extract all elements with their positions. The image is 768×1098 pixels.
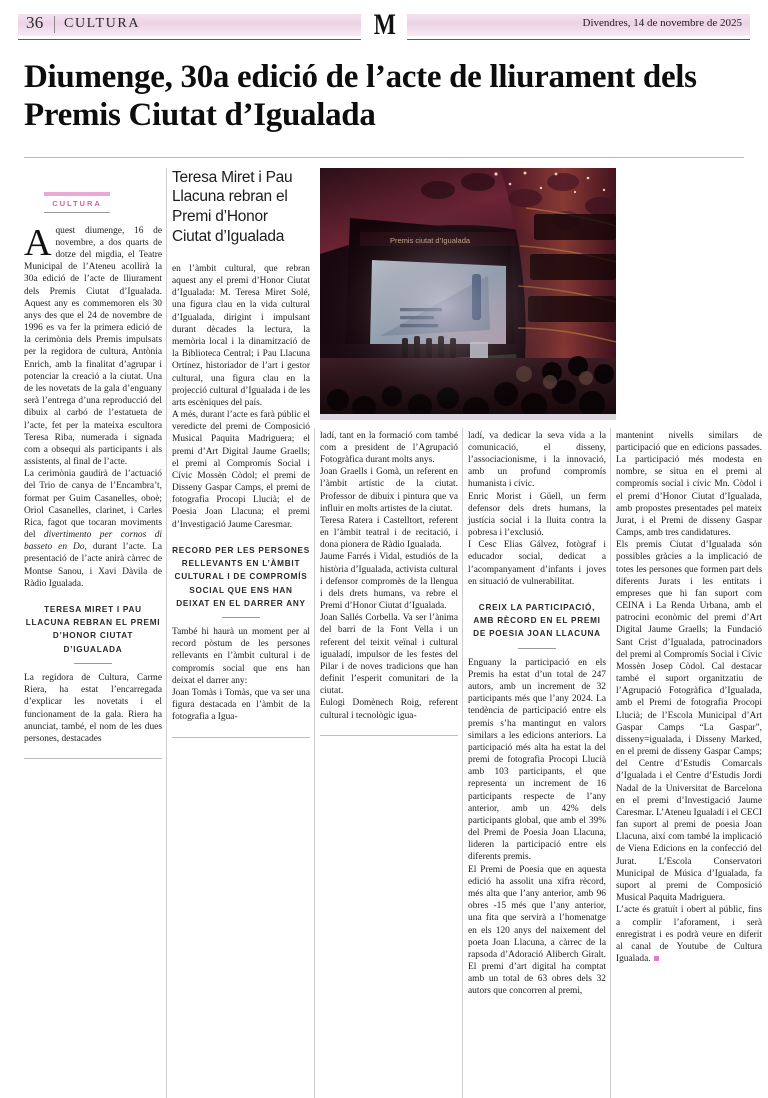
end-of-article-mark (654, 956, 659, 961)
paragraph: Teresa Ratera i Castelltort, referent en l’àmbit teatral i de recitació, i dona pionera de Ràdio Igualada. (320, 515, 458, 551)
subheading-rule (74, 663, 112, 664)
paragraph: mantenint nivells similars de participació que en edicions passades. La participació més modesta en nombre, se situa en el premi al compromís social i cívic Mn. Còdol i el premi d’Honor Ciutat d’Igualada, amb propostes presentades pel mateix Jurat, i el Premi de disseny Gaspar Camps, amb tres candidatures. (616, 430, 762, 539)
article-body (18, 168, 762, 1098)
italic-title: divertimento per cornos di basseto en Do (24, 530, 162, 553)
paragraph: ladí, tant en la formació com també com a president de l’Agrupació Fotogràfica durant molts anys. (320, 430, 458, 465)
masthead (18, 8, 750, 44)
text-column-4 (468, 430, 606, 998)
paragraph: A més, durant l’acte es farà públic el veredicte del premi de Composició Musical Paquita Madriguera; el premi d’Art Digital Jaume Graells; el premi al Compromís Social i Cívic Mossèn Còdol; el premi de Disseny Gaspar Camps, el premi de fotografia Procopi Llucià; el de Poesia Joan Llacuna; el premi d’Investigació Jaume Caresmar. (172, 410, 310, 530)
issue-date: Divendres, 14 de novembre de 2025 (582, 17, 742, 29)
subheading: RECORD PER LES PERSONES RELLEVANTS EN L’ÀMBIT CULTURAL I DE COMPROMÍS SOCIAL QUE ENS HAN DEIXAT EN EL DARRER ANY (172, 545, 310, 608)
column-divider (462, 428, 463, 1098)
kicker-bar (44, 192, 110, 196)
newspaper-page (0, 8, 768, 1088)
column-divider (314, 428, 315, 1098)
drop-cap: A (24, 221, 52, 264)
paragraph-text: L’acte és gratuït i obert al públic, fins a complir l’aforament, i serà enregistrat i es podrà veure en diferit al canal de Youtube de Cultura Igualada. (616, 905, 762, 965)
paragraph: I Cesc Elias Gálvez, fotògraf i educador social, dedicat a l’acompanyament d’infants i joves en situació de vulnerabilitat. (468, 540, 606, 587)
page-title: Diumenge, 30a edició de l’acte de lliurament dels Premis Ciutat d’Igualada (24, 59, 697, 134)
paragraph (24, 468, 162, 590)
paragraph: Joan Sallés Corbella. Va ser l’ànima del barri de la Font Vella i un referent del teixit veïnal i cultural igualadí, impulsor de les festes del Pilar i de noves tradicions que han definit l’esperit comunitari de la ciutat. (320, 613, 458, 697)
section-name: CULTURA (64, 16, 141, 31)
paragraph: Jaume Farrés i Vidal, estudiós de la història d’Igualada, activista cultural i defensor compromès de la llengua i dels drets humans, va rebre el Premi d’Honor Ciutat d’Igualada. (320, 552, 458, 612)
column-end-rule (320, 735, 458, 736)
column-end-rule (24, 758, 162, 759)
paragraph: en l’àmbit cultural, que rebran aquest any el premi d’Honor Ciutat d’Igualada: M. Teresa Miret Solé, una figura clau en la vida cultural d’Igualada, dirigint i impulsant durant dècades la lectura, la memòria local i la dinamització de la Biblioteca Central; i Pau Llacuna Ortínez, historiador de l’art i gestor cultural, una figura clau en la projecció cultural d’Igualada i de les arts escèniques del país. (172, 263, 310, 408)
kicker-rule (44, 212, 110, 213)
paragraph: Eulogi Domènech Roig, referent cultural i tecnològic igua- (320, 698, 458, 721)
text-column-5 (616, 430, 762, 966)
section-kicker (44, 192, 110, 213)
paragraph: La regidora de Cultura, Carme Riera, ha estat l’encarregada d’explicar les novetats i el funcionament de la gala. Riera ha anunciat, també, el nom de les dues persones, destacades (24, 673, 162, 744)
column-end-rule (172, 737, 310, 738)
text-column-3 (320, 430, 458, 736)
publication-logo (361, 8, 407, 42)
article-photo (320, 168, 616, 420)
paragraph: També hi haurà un moment per al record pòstum de les persones rellevants en l’àmbit cultural i de compromís social que ens han deixat el darrer any: (172, 627, 310, 686)
paragraph: Enric Morist i Güell, un ferm defensor dels drets humans, la justícia social i la lluita contra la pobresa i l’exclusió. (468, 491, 606, 539)
article-deck: Teresa Miret i Pau Llacuna rebran el Premi d’Honor Ciutat d’Igualada (172, 168, 293, 246)
paragraph: Joan Tomàs i Tomàs, que va ser una figura destacada en l’àmbit de la fotografia a Igua- (172, 688, 310, 723)
publication-logo-glyph: M (374, 8, 394, 41)
paragraph (616, 904, 762, 965)
page-number: 36 (26, 13, 44, 32)
kicker-label: CULTURA (52, 198, 102, 208)
text-column-2 (172, 168, 310, 738)
text-column-1 (24, 168, 162, 759)
subheading: CREIX LA PARTICIPACIÓ, AMB RÈCORD EN EL PREMI DE POESIA JOAN LLACUNA (473, 602, 601, 639)
theatre-photo-illustration (320, 168, 616, 420)
column-divider (166, 168, 167, 1098)
paragraph-text: La cerimònia gaudirà de l’actuació del Trio de canya de l’Encambra’t, format per Guim Casanelles, oboè; Oriol Casanelles, clarinet, i Carles Rica, fagot que tocaran moviments del (24, 469, 162, 541)
photo-bottom-band (320, 417, 616, 420)
paragraph: Enguany la participació en els Premis ha estat d’un total de 247 autors, amb un increment de 32 participants més que l’any 2024. La tendència de participació entre els premis s’ha mantingut en valors similars a les edicions anteriors. La participació més alta ha estat la del premi de fotografia Procopi Llucià amb 103 participants, el que representa un increment de 16 participants respecte de l’any anterior, amb un 42% dels participants global, que amb el 39% del Premi de Poesia Joan Llacuna, lideren la participació entre els diferents premis. (468, 657, 606, 863)
paragraph: Joan Graells i Gomà, un referent en l’àmbit artístic de la ciutat. Professor de dibuix i pintura que va influir en molts artistes de la ciutat. (320, 467, 458, 514)
subheading-rule (222, 617, 260, 618)
column-divider (610, 428, 611, 1098)
paragraph-text: quest diumenge, 16 de novembre, a dos quarts de dotze del migdia, el Teatre Municipal de l’Ateneu acollirà la 30a edició de l’acte de lliurament dels Premis Ciutat d’Igualada. Aquest any es commemoren els 30 anys des que el 24 de novembre de 1996 es va fer la primera edició de la cerimònia dels Premis impulsats per la regidora de cultura, Antònia Enrich, amb la finalitat d’agrupar i potenciar la creació a la ciutat. Una de les novetats de la gala d’enguany serà l’entrega d’una reproducció del dibuix al carbó de l’estatueta de l’acte, fet per la mateixa escultora Teresa Riba, numerada i signada com a obsequi als participants i als assistents, al final de l’acte. (24, 225, 162, 468)
masthead-divider (54, 16, 55, 33)
subheading-rule (518, 648, 556, 649)
paragraph-text-cont: , durant l’acte. La presentació de l’acte anirà càrrec de Montse Sanou, i Xavi Dàvila de Ràdio Igualada. (24, 542, 163, 589)
subheading: TERESA MIRET I PAU LLACUNA REBRAN EL PREMI D’HONOR CIUTAT D’IGUALADA (25, 604, 161, 654)
paragraph: Els premis Ciutat d’Igualada són possibles gràcies a la implicació de totes les persones que formen part dels diferents Jurats i les entitats i empreses que hi fan suport com CEINA i La Renda Urbana, amb el patrocini econòmic del premi d’Art Digital Jaume Graells; la Fundació Sant Crist d’Igualada, patrocinadors del premi al Compromís Social i Cívic Mossèn Josep Còdol. Cal destacar també el suport organitzatiu de l’Agrupació Fotogràfica d’Igualada, amb el Premi de fotografia Procopi Llucià; de l’Escola Municipal d’Art Gaspar Camps “La Gaspar”, disseny=igualada, i Disseny Marked, en el premi de disseny Gaspar Camps; del Centre d’Estudis Comarcals d’Igualada i el Centre d’Estudis Jordi Nadal de la Universitat de Barcelona en el premi d’Investigació Jaume Caresmar. L’Ateneu Igualadí i el CECI fan suport al premi de poesia Joan Llacuna, així com també la implicació de Viena Edicions en la confecció del Jurat. L’Escola Conservatori Municipal de Música d’Igualada, fa suport al premi de Composició Musical Paquita Madriguera. (616, 540, 762, 904)
paragraph: El Premi de Poesia que en aquesta edició ha assolit una xifra rècord, més alta que l’any anterior, amb 96 obres -15 més que l’any anterior, una fita que servirà a l’homenatge en els 120 anys del naixement del poeta Joan Llacuna, a càrrec de la rapsoda d’Adoració Aliberch Giralt. El premi d’art digital ha comptat amb un total de 63 obres dels 32 autors que concorren al premi, (468, 864, 606, 997)
paragraph: ladí, va dedicar la seva vida a la comunicació, el disseny, l’associacionisme, i la innovació, amb un profund compromís humanista i cívic. (468, 430, 606, 490)
paragraph (24, 221, 162, 468)
headline-rule (24, 157, 744, 158)
